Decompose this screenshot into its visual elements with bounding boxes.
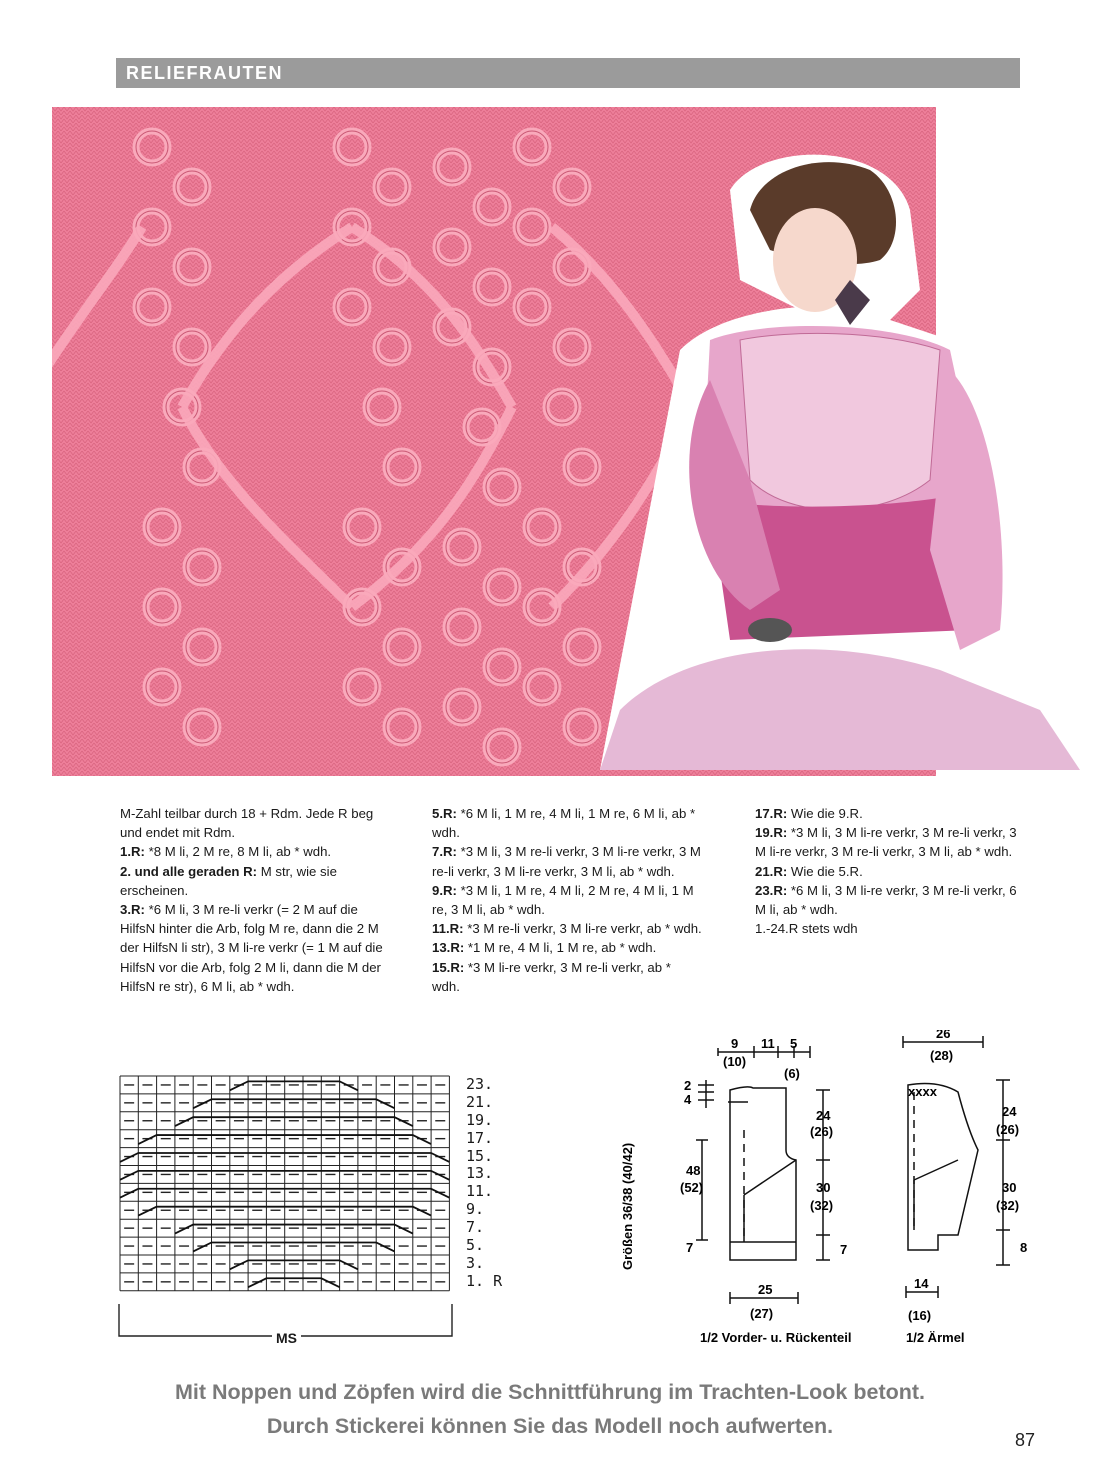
instruction-text: *3 M li, 3 M li-re verkr, 3 M re-li verkr, 3 M li-re verkr, 3 M re-li verkr, 3 M li, ab * wdh. [755,825,1017,860]
instruction-row [432,919,702,938]
row-label: 11.R: [432,921,464,937]
row-label: 19.R: [755,825,788,841]
fashion-illustration [560,150,1100,770]
chart-row-labels [466,1076,502,1291]
row-number: 19. [466,1110,494,1129]
section-header-bar [116,58,1020,88]
sleeve-dim-top: 26 [936,1030,951,1041]
instruction-row [120,842,390,861]
dim-right-top2: (26) [810,1124,834,1139]
sleeve-dim-bottom: 14 [914,1276,929,1291]
row-label: 9.R: [432,882,457,898]
row-label: 15.R: [432,959,465,975]
cable-cross-symbol [230,1081,358,1090]
instruction-row [755,823,1025,861]
sleeve-marks: xxxx [908,1084,937,1099]
cable-cross-symbol [175,1225,413,1234]
dim-right-bottom: 7 [840,1242,848,1257]
dim-top-b: 11 [761,1036,775,1051]
sizes-label: Größen 36/38 (40/42) [620,1142,635,1270]
dim-left-main2: (52) [680,1180,704,1195]
row-number: 17. [466,1128,494,1147]
row-label: 2. und alle geraden R: [120,863,258,879]
instruction-text: M-Zahl teilbar durch 18 + Rdm. Jede R beg und endet mit Rdm. [120,806,374,841]
row-label: 17.R: [755,806,788,821]
instruction-row [755,862,1025,881]
dim-top-c: 5 [790,1036,798,1051]
instruction-text: *3 M li, 3 M re-li verkr, 3 M li-re verkr, 3 M re-li verkr, 3 M li-re verkr, 3 M li, ab * wdh. [432,844,701,879]
instruction-row [120,862,390,900]
cable-cross-symbol [230,1260,358,1269]
dim-right-mid2: (32) [810,1198,834,1213]
sleeve-dim-right-mid2: (32) [996,1198,1020,1213]
row-label: 1.R: [120,844,145,860]
row-label: 5.R: [432,806,457,821]
row-label: 21.R: [755,863,788,879]
row-number: 13. [466,1164,494,1183]
dim-left-bottom: 7 [686,1240,694,1255]
garment-schematic [618,1030,1048,1360]
dim-left-small-2: 4 [684,1092,692,1107]
sleeve-dim-right-bottom: 8 [1020,1240,1028,1255]
instruction-row [432,938,702,957]
row-number: 21. [466,1092,494,1111]
dim-top-a: 9 [731,1036,739,1051]
instruction-row [432,881,702,919]
row-number: 3. [466,1253,485,1272]
caption-line-1: Mit Noppen und Zöpfen wird die Schnittführung im Trachten-Look betont. [174,1380,926,1404]
sleeve-dim-right-top: 24 [1002,1104,1017,1119]
instruction-intro [120,804,390,842]
instruction-row [432,958,702,996]
row-number: 15. [466,1146,494,1165]
instruction-text: Wie die 5.R. [787,863,863,879]
instruction-text: *8 M li, 2 M re, 8 M li, ab * wdh. [144,844,332,860]
instruction-row [432,842,702,880]
sleeve-dim-top2: (28) [930,1048,954,1063]
row-number: 11. [466,1182,494,1201]
row-number: 23. [466,1075,494,1093]
instruction-text: *6 M li, 1 M re, 4 M li, 1 M re, 6 M li, ab * wdh. [432,806,696,841]
row-label: 7.R: [432,844,457,860]
dim-bottom: 25 [758,1282,773,1297]
instruction-text: *3 M li, 1 M re, 4 M li, 2 M re, 4 M li, 1 M re, 3 M li, ab * wdh. [432,882,694,918]
dim-top-a2: (10) [723,1054,747,1069]
cable-cross-symbol [193,1242,394,1251]
row-label: 13.R: [432,940,465,956]
instruction-row [755,919,1025,938]
instruction-row [755,804,1025,823]
instruction-text: *1 M re, 4 M li, 1 M re, ab * wdh. [464,940,657,956]
dim-right-mid: 30 [816,1180,831,1195]
instruction-text: *6 M li, 3 M li-re verkr, 3 M re-li verkr, 6 M li, ab * wdh. [755,882,1017,918]
dim-top-c2: (6) [784,1066,800,1081]
pattern-repeat-label: MS [272,1330,301,1346]
cable-cross-symbol [248,1278,340,1287]
row-number: 5. [466,1236,485,1255]
instructions-column-3 [755,804,1025,938]
instructions-column-1 [120,804,390,996]
dim-left-main: 48 [686,1163,701,1178]
row-number: 7. [466,1218,485,1237]
caption-line-2: Durch Stickerei können Sie das Modell noch aufwerten. [266,1414,834,1438]
front-caption: 1/2 Vorder- u. Rückenteil [700,1330,852,1345]
cable-cross-symbol [193,1099,394,1108]
instruction-text: 1.-24.R stets wdh [755,921,858,937]
instruction-text: Wie die 9.R. [787,806,863,821]
page-number: 87 [1015,1430,1036,1450]
dim-left-small-1: 2 [684,1078,692,1093]
row-label: 3.R: [120,902,145,918]
instruction-row [432,804,702,842]
instruction-text: M str, wie sie erscheinen. [120,863,337,898]
instruction-text: *3 M li-re verkr, 3 M re-li verkr, ab * wdh. [432,959,671,994]
knitting-chart [118,1074,454,1296]
section-title: RELIEFRAUTEN [126,63,283,83]
instruction-row [755,881,1025,919]
row-label: 23.R: [755,882,788,898]
dim-bottom2: (27) [750,1306,774,1321]
instructions-column-2 [432,804,702,996]
row-number: 1. R [466,1271,503,1290]
sleeve-dim-bottom2: (16) [908,1308,932,1323]
sleeve-dim-right-top2: (26) [996,1122,1020,1137]
dim-right-top: 24 [816,1108,831,1123]
cable-cross-symbol [175,1117,413,1126]
instruction-text: *3 M re-li verkr, 3 M li-re verkr, ab * wdh. [463,921,702,937]
row-number: 9. [466,1200,485,1219]
sleeve-caption: 1/2 Ärmel [906,1330,965,1345]
instruction-row [120,900,390,996]
instruction-text: *6 M li, 3 M re-li verkr (= 2 M auf die HilfsN hinter die Arb, folg M re, dann die 2 M der HilfsN li str), 3 M li-re verkr (= 1 M auf die HilfsN vor die Arb, folg 2 M li, dann die M der HilfsN re str), 6 M li, ab * wdh. [120,902,383,994]
sleeve-dim-right-mid: 30 [1002,1180,1017,1195]
